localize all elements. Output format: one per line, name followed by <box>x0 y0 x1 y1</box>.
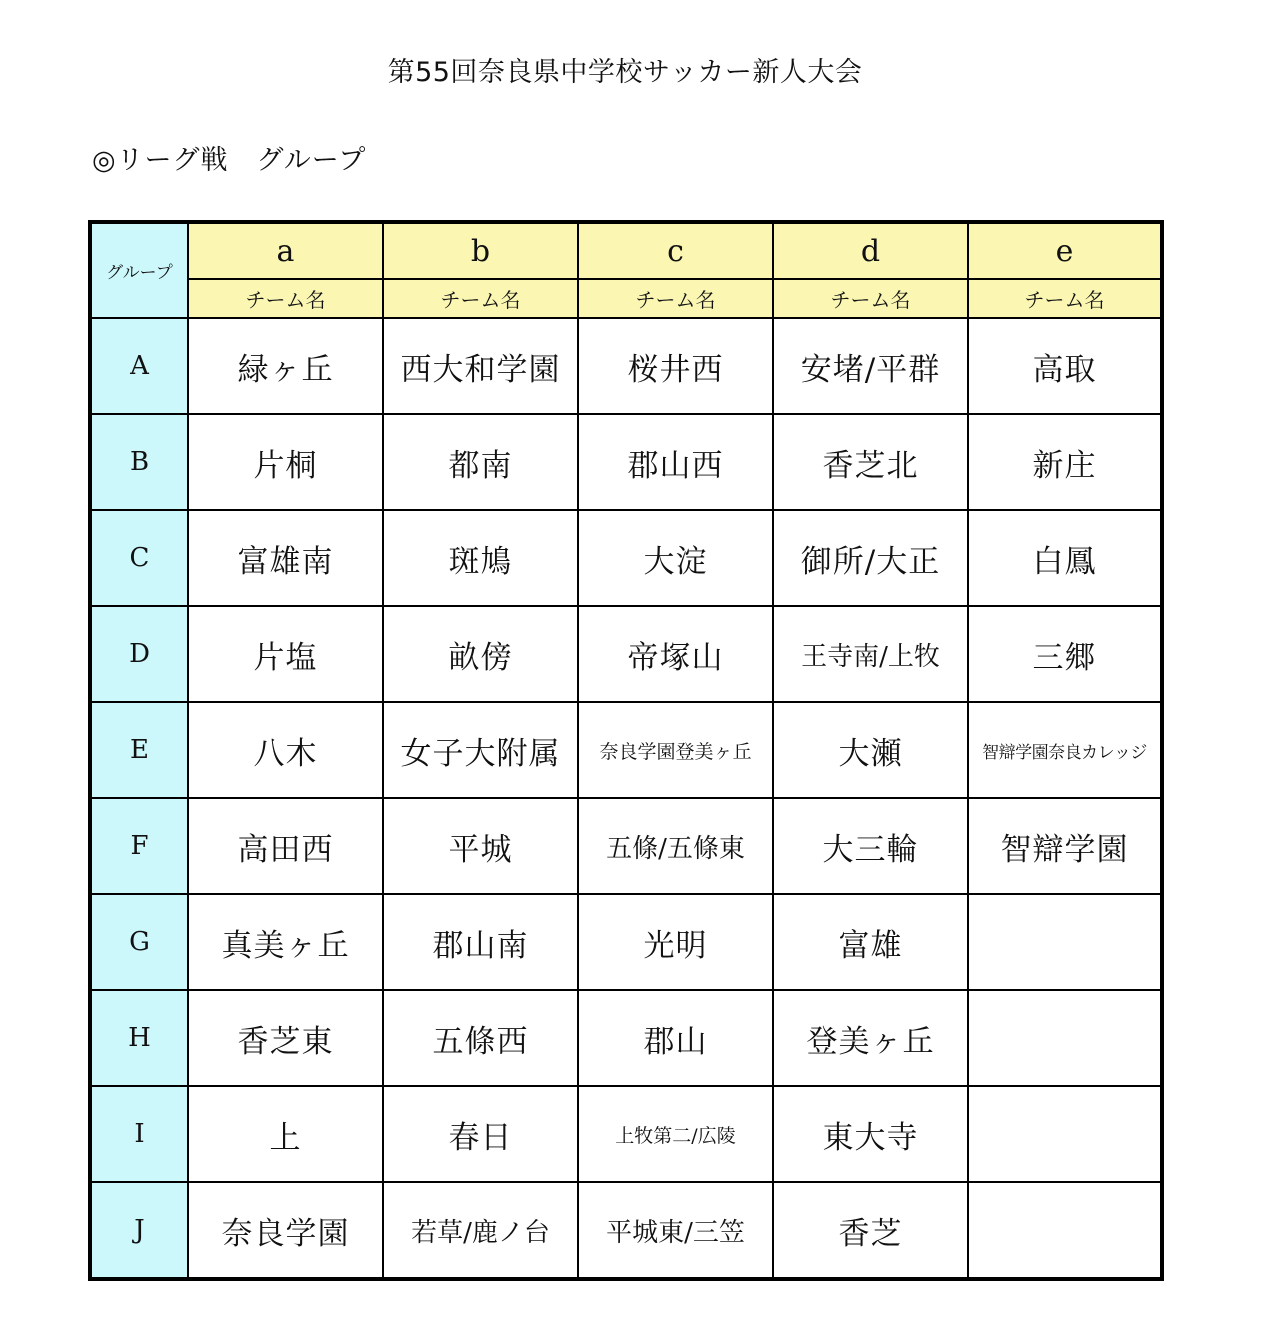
team-cell: 郡山西 <box>578 414 773 510</box>
team-cell: 香芝北 <box>773 414 968 510</box>
team-cell: 御所/大正 <box>773 510 968 606</box>
team-cell: 光明 <box>578 894 773 990</box>
team-cell: 大三輪 <box>773 798 968 894</box>
team-cell: 都南 <box>383 414 578 510</box>
team-cell: 上牧第二/広陵 <box>578 1086 773 1182</box>
team-cell: 西大和学園 <box>383 318 578 414</box>
team-cell: 富雄 <box>773 894 968 990</box>
column-header: d <box>773 222 968 279</box>
team-cell: 平城 <box>383 798 578 894</box>
table-row <box>90 606 1162 702</box>
team-cell: 桜井西 <box>578 318 773 414</box>
table-row <box>90 318 1162 414</box>
team-cell: 緑ヶ丘 <box>188 318 383 414</box>
group-label: J <box>90 1182 188 1279</box>
column-header: e <box>968 222 1162 279</box>
group-label: I <box>90 1086 188 1182</box>
group-label: G <box>90 894 188 990</box>
table-row <box>90 702 1162 798</box>
league-groups-table <box>88 220 1164 1281</box>
team-cell: 東大寺 <box>773 1086 968 1182</box>
team-cell: 郡山南 <box>383 894 578 990</box>
group-label: B <box>90 414 188 510</box>
table-row <box>90 1086 1162 1182</box>
team-cell: 郡山 <box>578 990 773 1086</box>
team-cell: 登美ヶ丘 <box>773 990 968 1086</box>
team-cell: 女子大附属 <box>383 702 578 798</box>
team-cell-empty <box>968 1182 1162 1279</box>
team-cell: 春日 <box>383 1086 578 1182</box>
team-cell: 真美ヶ丘 <box>188 894 383 990</box>
table-row <box>90 414 1162 510</box>
team-cell: 智辯学園 <box>968 798 1162 894</box>
table-row <box>90 894 1162 990</box>
column-subheader: チーム名 <box>383 279 578 318</box>
team-cell-empty <box>968 894 1162 990</box>
column-subheader: チーム名 <box>968 279 1162 318</box>
team-cell-empty <box>968 1086 1162 1182</box>
team-cell: 高田西 <box>188 798 383 894</box>
team-cell: 片塩 <box>188 606 383 702</box>
team-cell: 斑鳩 <box>383 510 578 606</box>
column-header: b <box>383 222 578 279</box>
team-cell: 白鳳 <box>968 510 1162 606</box>
team-cell: 畝傍 <box>383 606 578 702</box>
table-row <box>90 510 1162 606</box>
group-label: F <box>90 798 188 894</box>
team-cell: 香芝東 <box>188 990 383 1086</box>
team-cell: 上 <box>188 1086 383 1182</box>
group-label: H <box>90 990 188 1086</box>
team-cell: 王寺南/上牧 <box>773 606 968 702</box>
column-subheader: チーム名 <box>578 279 773 318</box>
team-cell: 香芝 <box>773 1182 968 1279</box>
page-title: 第55回奈良県中学校サッカー新人大会 <box>387 57 863 88</box>
group-label: A <box>90 318 188 414</box>
team-cell-empty <box>968 990 1162 1086</box>
table-row <box>90 990 1162 1086</box>
group-label: E <box>90 702 188 798</box>
column-header: a <box>188 222 383 279</box>
team-cell: 智辯学園奈良カレッジ <box>968 702 1162 798</box>
team-cell: 帝塚山 <box>578 606 773 702</box>
team-cell: 八木 <box>188 702 383 798</box>
team-cell: 平城東/三笠 <box>578 1182 773 1279</box>
team-cell: 奈良学園登美ヶ丘 <box>578 702 773 798</box>
team-cell: 大淀 <box>578 510 773 606</box>
corner-header: グループ <box>90 222 188 318</box>
table-row <box>90 798 1162 894</box>
team-cell: 五條/五條東 <box>578 798 773 894</box>
section-title: ◎リーグ戦 グループ <box>92 145 367 176</box>
column-subheader: チーム名 <box>188 279 383 318</box>
team-cell: 三郷 <box>968 606 1162 702</box>
team-cell: 大瀬 <box>773 702 968 798</box>
team-cell: 新庄 <box>968 414 1162 510</box>
team-cell: 奈良学園 <box>188 1182 383 1279</box>
header-row-labels <box>90 279 1162 318</box>
team-cell: 若草/鹿ノ台 <box>383 1182 578 1279</box>
column-header: c <box>578 222 773 279</box>
team-cell: 富雄南 <box>188 510 383 606</box>
team-cell: 片桐 <box>188 414 383 510</box>
group-label: C <box>90 510 188 606</box>
team-cell: 安堵/平群 <box>773 318 968 414</box>
header-row-letters <box>90 222 1162 279</box>
team-cell: 五條西 <box>383 990 578 1086</box>
team-cell: 高取 <box>968 318 1162 414</box>
column-subheader: チーム名 <box>773 279 968 318</box>
table-row <box>90 1182 1162 1279</box>
group-label: D <box>90 606 188 702</box>
